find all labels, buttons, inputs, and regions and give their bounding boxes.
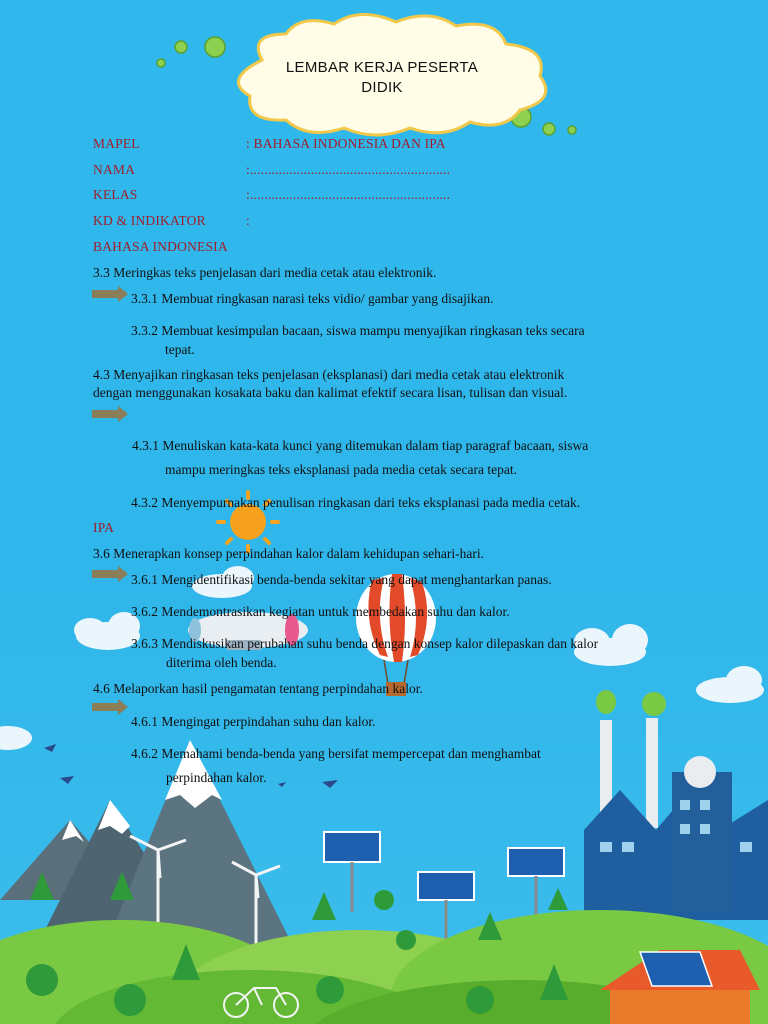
indicator-3-6-2: 3.6.2 Mendemontrasikan kegiatan untuk membedakan suhu dan kalor. [131,604,510,619]
kd-3-6: 3.6 Menerapkan konsep perpindahan kalor dalam kehidupan sehari-hari. [93,546,484,561]
indicator-4-6-2-cont: perpindahan kalor. [166,770,267,785]
page-title: LEMBAR KERJA PESERTA DIDIK [285,59,479,96]
field-value-kd: : [246,213,250,228]
indicator-3-3-1: 3.3.1 Membuat ringkasan narasi teks vidio/ gambar yang disajikan. [131,291,494,306]
indicator-4-3-2: 4.3.2 Menyempurnakan penulisan ringkasan dari teks eksplanasi pada media cetak. [131,495,581,510]
indicator-3-3-2-cont: tepat. [165,342,195,357]
indicator-3-3-2: 3.3.2 Membuat kesimpulan bacaan, siswa mampu menyajikan ringkasan teks secara [131,323,585,338]
kd-4-3: 4.3 Menyajikan ringkasan teks penjelasan (eksplanasi) dari media cetak atau elektronik [93,367,565,382]
field-value-nama: :........................................................ [246,162,451,177]
field-label-kd: KD & INDIKATOR [93,213,206,228]
field-label-nama: NAMA [93,162,136,177]
indicator-4-3-1-cont: mampu meringkas teks eksplanasi pada media cetak secara tepat. [165,462,517,477]
field-label-kelas: KELAS [93,187,138,202]
indicator-4-3-1: 4.3.1 Menuliskan kata-kata kunci yang ditemukan dalam tiap paragraf bacaan, siswa [132,438,589,453]
indicator-3-6-1: 3.6.1 Mengidentifikasi benda-benda sekitar yang dapat menghantarkan panas. [131,572,552,587]
kd-4-3-cont: dengan menggunakan kosakata baku dan kalimat efektif secara lisan, tulisan dan visual. [93,385,568,400]
field-value-kelas: :........................................................ [246,187,451,202]
section-heading-bahasa: BAHASA INDONESIA [93,239,228,254]
indicator-4-6-1: 4.6.1 Mengingat perpindahan suhu dan kalor. [131,714,376,729]
field-label-mapel: MAPEL [93,136,140,151]
kd-3-3: 3.3 Meringkas teks penjelasan dari media cetak atau elektronik. [93,265,437,280]
field-value-mapel: : BAHASA INDONESIA DAN IPA [246,136,446,151]
indicator-3-6-3: 3.6.3 Mendiskusikan perubahan suhu benda dengan konsep kalor dilepaskan dan kalor [131,636,599,651]
indicator-3-6-3-cont: diterima oleh benda. [166,655,277,670]
kd-4-6: 4.6 Melaporkan hasil pengamatan tentang perpindahan kalor. [93,681,423,696]
indicator-4-6-2: 4.6.2 Memahami benda-benda yang bersifat mempercepat dan menghambat [131,746,541,761]
section-heading-ipa: IPA [93,520,115,535]
